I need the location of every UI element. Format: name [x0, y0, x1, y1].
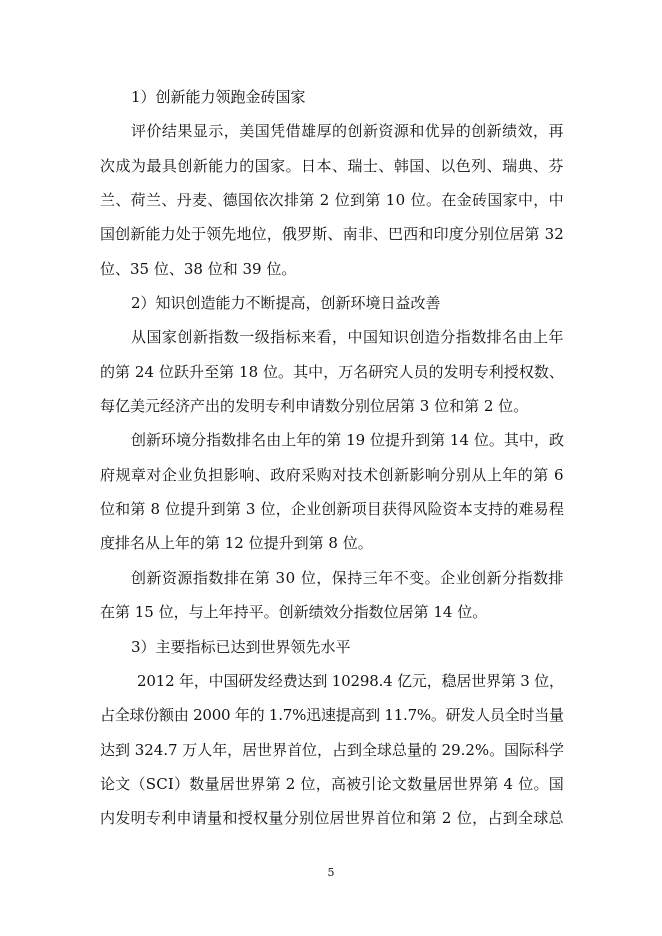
paragraph-line: 次成为最具创新能力的国家。日本、瑞士、韩国、以色列、瑞典、芬	[100, 156, 564, 175]
paragraph-line-row	[100, 149, 564, 183]
paragraph-line: 兰、荷兰、丹麦、德国依次排第 2 位到第 10 位。在金砖国家中，中	[100, 191, 564, 210]
paragraph-line: 位、35 位、38 位和 39 位。	[100, 259, 297, 278]
paragraph-line-row	[100, 801, 564, 835]
paragraph-line: 创新环境分指数排名由上年的第 19 位提升到第 14 位。其中，政	[131, 431, 564, 450]
paragraph-line: 论文（SCI）数量居世界第 2 位，高被引论文数量居世界第 4 位。国	[100, 774, 564, 793]
paragraph-line-row	[100, 217, 564, 251]
paragraph-line-row	[100, 114, 564, 148]
section-heading-2-row	[100, 286, 564, 320]
paragraph-line-row	[100, 733, 564, 767]
document-body	[100, 80, 564, 836]
section-heading-2: 2）知识创造能力不断提高，创新环境日益改善	[131, 294, 441, 313]
paragraph-line: 在第 15 位，与上年持平。创新绩效分指数位居第 14 位。	[100, 603, 488, 622]
paragraph-line-row	[100, 595, 564, 629]
paragraph-line: 的第 24 位跃升至第 18 位。其中，万名研究人员的发明专利授权数、	[100, 362, 564, 381]
paragraph-line-row	[100, 664, 564, 698]
paragraph-line-row	[100, 492, 564, 526]
paragraph-line-row	[100, 252, 564, 286]
paragraph-line: 内发明专利申请量和授权量分别位居世界首位和第 2 位，占到全球总	[100, 809, 564, 828]
paragraph-line-row	[100, 561, 564, 595]
paragraph-line: 每亿美元经济产出的发明专利申请数分别位居第 3 位和第 2 位。	[100, 397, 529, 416]
paragraph-line: 达到 324.7 万人年，居世界首位，占到全球总量的 29.2%。国际科学	[100, 740, 564, 759]
paragraph-line-row	[100, 320, 564, 354]
paragraph-line-row	[100, 526, 564, 560]
section-heading-1: 1）创新能力领跑金砖国家	[131, 88, 306, 106]
paragraph-line-row	[100, 767, 564, 801]
paragraph-line-row	[100, 698, 564, 732]
section-heading-3: 3）主要指标已达到世界领先水平	[131, 637, 351, 656]
section-heading-1-row	[100, 80, 564, 114]
paragraph-line: 占全球份额由 2000 年的 1.7%迅速提高到 11.7%。研发人员全时当量	[100, 706, 564, 725]
paragraph-line: 创新资源指数排在第 30 位，保持三年不变。企业创新分指数排	[131, 568, 564, 587]
paragraph-line: 2012 年，中国研发经费达到 10298.4 亿元，稳居世界第 3 位，	[137, 671, 564, 690]
paragraph-line-row	[100, 355, 564, 389]
paragraph-line: 评价结果显示，美国凭借雄厚的创新资源和优异的创新绩效，再	[131, 122, 564, 141]
section-heading-3-row	[100, 630, 564, 664]
paragraph-line: 府规章对企业负担影响、政府采购对技术创新影响分别从上年的第 6	[100, 465, 564, 484]
page-number: 5	[327, 866, 335, 879]
paragraph-line: 国创新能力处于领先地位，俄罗斯、南非、巴西和印度分别位居第 32	[100, 225, 564, 244]
paragraph-line-row	[100, 183, 564, 217]
paragraph-line-row	[100, 458, 564, 492]
paragraph-line-row	[100, 423, 564, 457]
paragraph-line: 位和第 8 位提升到第 3 位，企业创新项目获得风险资本支持的难易程	[100, 500, 564, 519]
paragraph-line: 从国家创新指数一级指标来看，中国知识创造分指数排名由上年	[131, 328, 564, 347]
paragraph-line-row	[100, 389, 564, 423]
paragraph-line: 度排名从上年的第 12 位提升到第 8 位。	[100, 534, 373, 553]
